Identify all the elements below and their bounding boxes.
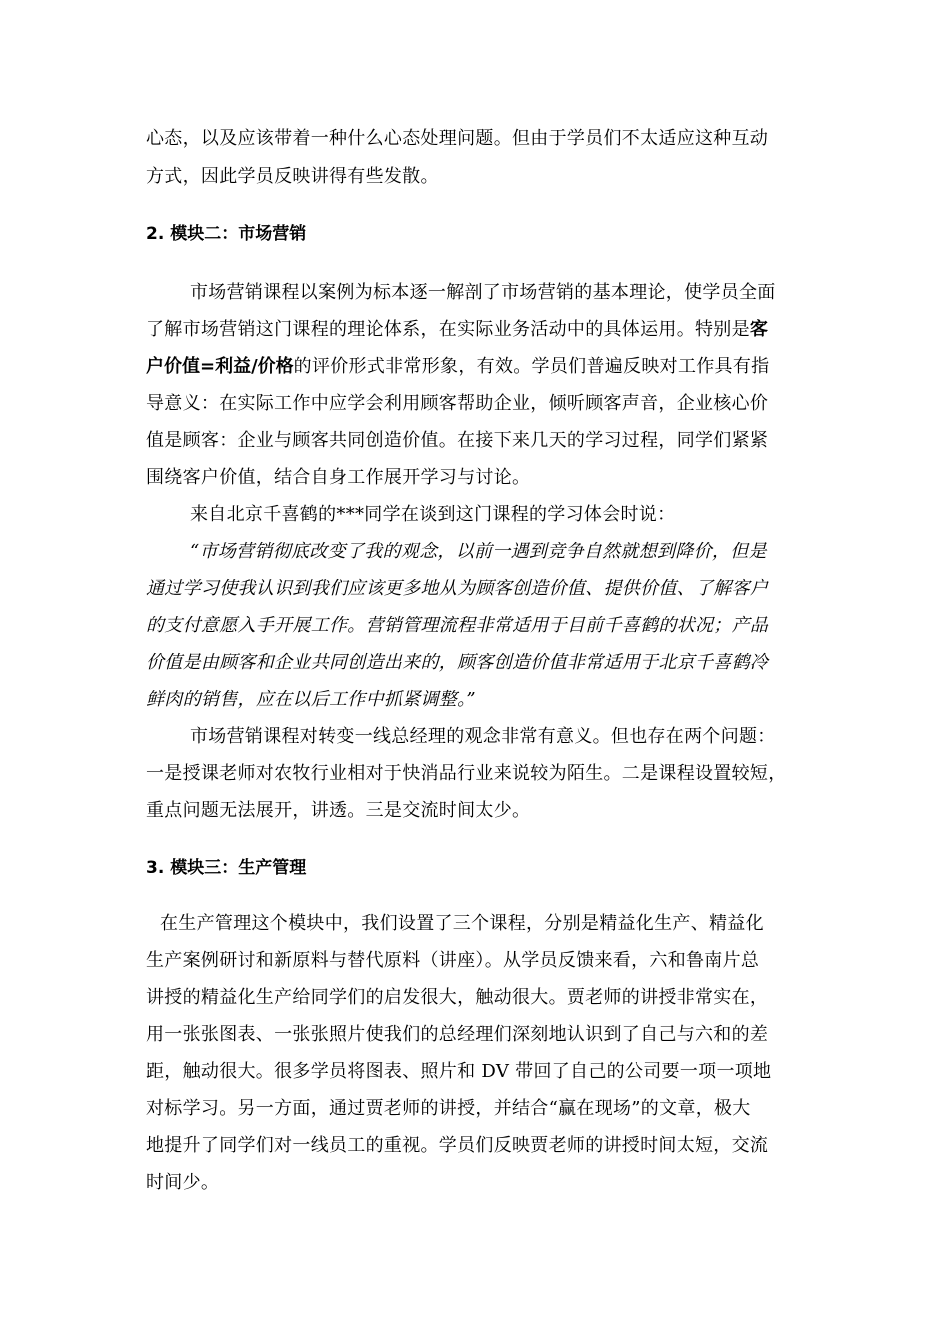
section-2-para-1-line-5: 值是顾客：企业与顾客共同创造价值。在接下来几天的学习过程，同学们紧紧 bbox=[146, 430, 769, 451]
section-2-para-1-line-1: 市场营销课程以案例为标本逐一解剖了市场营销的基本理论，使学员全面 bbox=[190, 282, 776, 303]
section-2-para-3-line-1: 市场营销课程对转变一线总经理的观念非常有意义。但也存在两个问题： bbox=[190, 726, 776, 747]
section-2-para-1-line-4: 导意义：在实际工作中应学会利用顾客帮助企业，倾听顾客声音，企业核心价 bbox=[146, 393, 769, 414]
section-3-para-line-4: 用一张张图表、一张张照片使我们的总经理们深刻地认识到了自己与六和的差 bbox=[146, 1024, 769, 1045]
section-3-para-line-3: 讲授的精益化生产给同学们的启发很大，触动很大。贾老师的讲授非常实在， bbox=[146, 987, 769, 1008]
quote-line-1: “市场营销彻底改变了我的观念，以前一遇到竞争自然就想到降价，但是 bbox=[190, 541, 767, 562]
customer-value-emphasis-start: 客 bbox=[749, 319, 768, 340]
section-3-para-line-1: 在生产管理这个模块中，我们设置了三个课程，分别是精益化生产、精益化 bbox=[160, 913, 764, 934]
section-2-para-3-line-3: 重点问题无法展开，讲透。三是交流时间太少。 bbox=[146, 800, 531, 821]
quote-line-2: 通过学习使我认识到我们应该更多地从为顾客创造价值、提供价值、了解客户 bbox=[146, 578, 769, 599]
intro-line-2: 方式，因此学员反映讲得有些发散。 bbox=[146, 166, 439, 187]
section-2-heading: 2. 模块二：市场营销 bbox=[146, 224, 307, 244]
section-3-para-line-8: 时间少。 bbox=[146, 1172, 220, 1193]
section-2-para-3-line-2: 一是授课老师对农牧行业相对于快消品行业来说较为陌生。二是课程设置较短， bbox=[146, 763, 787, 784]
section-3-heading: 3. 模块三：生产管理 bbox=[146, 858, 307, 878]
section-2-para-2: 来自北京千喜鹤的***同学在谈到这门课程的学习体会时说： bbox=[190, 504, 676, 525]
section-3-para-line-5: 距，触动很大。很多学员将图表、照片和 DV 带回了自己的公司要一项一项地 bbox=[146, 1061, 772, 1082]
section-3-para-line-6: 对标学习。另一方面，通过贾老师的讲授，并结合“赢在现场”的文章，极大 bbox=[146, 1098, 751, 1119]
quote-line-4: 价值是由顾客和企业共同创造出来的，顾客创造价值非常适用于北京千喜鹤冷 bbox=[146, 652, 769, 673]
section-2-para-1-line-3-text: 的评价形式非常形象，有效。学员们普遍反映对工作具有指 bbox=[293, 356, 770, 377]
section-2-para-1-line-3 bbox=[146, 355, 769, 379]
customer-value-formula: 户价值=利益/价格 bbox=[146, 356, 294, 377]
section-2-para-1-line-2 bbox=[146, 318, 768, 342]
quote-line-5: 鲜肉的销售，应在以后工作中抓紧调整。” bbox=[146, 689, 476, 710]
section-3-para-line-2: 生产案例研讨和新原料与替代原料（讲座）。从学员反馈来看，六和鲁南片总 bbox=[146, 950, 760, 971]
section-3-para-line-7: 地提升了同学们对一线员工的重视。学员们反映贾老师的讲授时间太短，交流 bbox=[146, 1135, 769, 1156]
section-2-para-1-line-2-text: 了解市场营销这门课程的理论体系，在实际业务活动中的具体运用。特别是 bbox=[146, 319, 750, 340]
quote-line-3: 的支付意愿入手开展工作。营销管理流程非常适用于目前千喜鹤的状况；产品 bbox=[146, 615, 769, 636]
section-2-para-1-line-6: 围绕客户价值，结合自身工作展开学习与讨论。 bbox=[146, 467, 531, 488]
intro-line-1: 心态，以及应该带着一种什么心态处理问题。但由于学员们不太适应这种互动 bbox=[146, 128, 769, 149]
